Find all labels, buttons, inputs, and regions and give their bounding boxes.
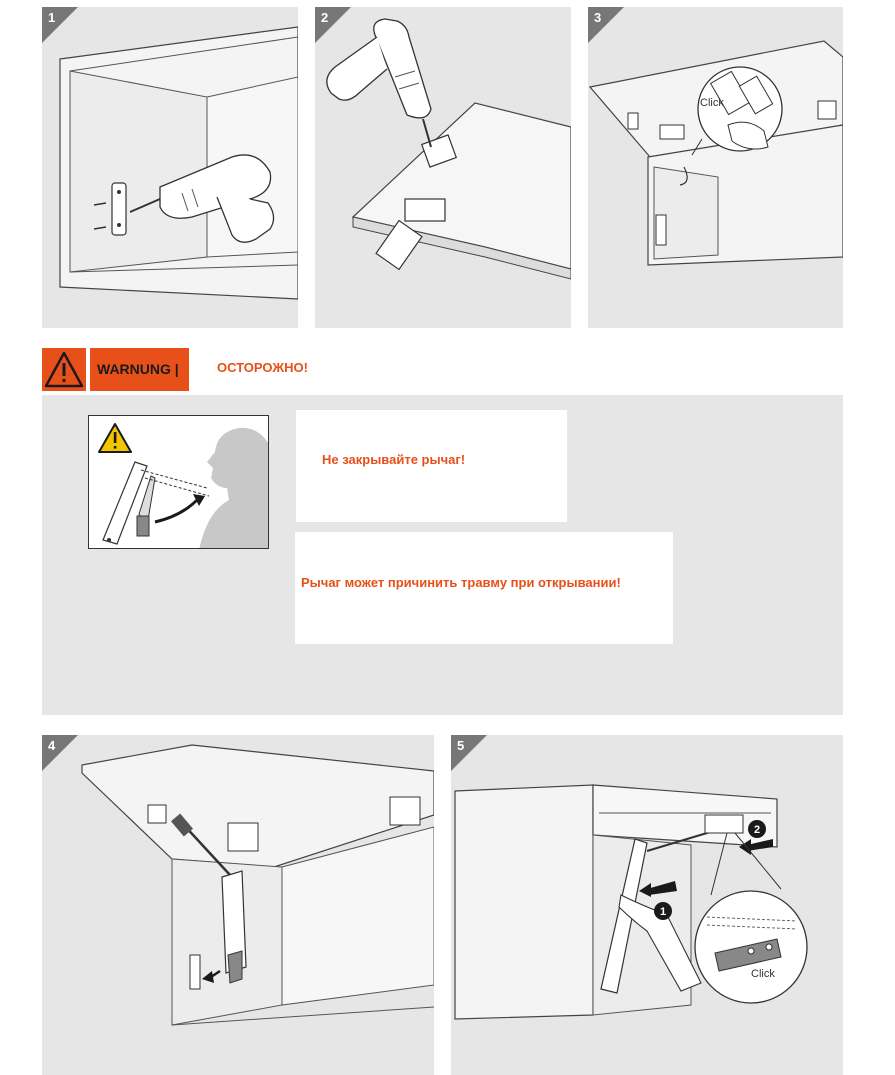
step-3-number: 3	[594, 10, 602, 25]
step-5-click-label: Click	[751, 968, 775, 980]
warning-icon-box	[42, 348, 86, 391]
step-1-illustration	[42, 7, 298, 328]
warning-label: WARNUNG |	[90, 348, 189, 391]
warning-message-2: Рычаг может причинить травму при открывании!	[301, 575, 621, 590]
step-3-illustration	[588, 7, 843, 328]
step-5-number: 5	[457, 738, 465, 753]
warning-message-1: Не закрывайте рычаг!	[322, 452, 466, 467]
warning-title: ОСТОРОЖНО!	[217, 360, 308, 375]
warning-triangle-icon	[42, 348, 86, 391]
warning-message-box-1	[296, 410, 567, 522]
warning-illustration	[88, 415, 269, 549]
step-4-panel	[42, 735, 434, 1075]
step-1-number: 1	[48, 10, 56, 25]
step-3-click-label: Click	[700, 97, 724, 109]
step-2-illustration	[315, 7, 571, 328]
step-1-panel	[42, 7, 298, 328]
step-5-panel	[451, 735, 843, 1075]
step-4-number: 4	[48, 738, 56, 753]
step-3-panel	[588, 7, 843, 328]
step-2-number: 2	[321, 10, 329, 25]
step-5-illustration	[451, 735, 843, 1075]
step-4-illustration	[42, 735, 434, 1075]
step-5-marker-2: 2	[753, 824, 761, 836]
warning-message-box-2	[295, 532, 673, 644]
step-5-marker-1: 1	[659, 906, 667, 918]
step-2-panel	[315, 7, 571, 328]
